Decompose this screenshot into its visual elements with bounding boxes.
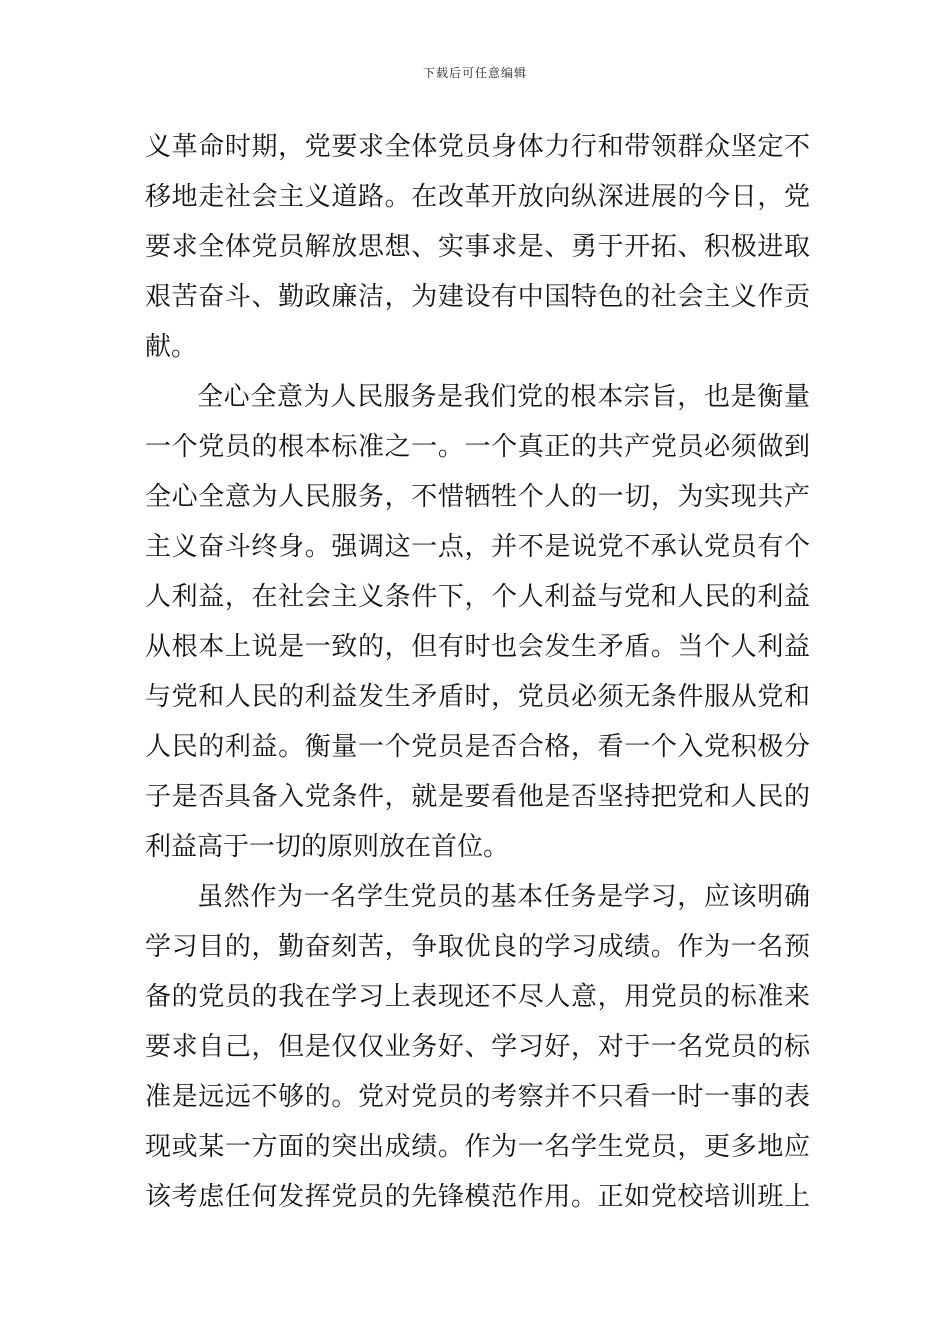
text-line: 虽然作为一名学生党员的基本任务是学习，应该明确 [197, 882, 810, 912]
paragraph-3 [145, 872, 810, 1222]
text-line: 现或某一方面的突出成绩。作为一名学生党员，更多地应 [145, 1132, 810, 1162]
text-line: 学习目的，勤奋刻苦，争取优良的学习成绩。作为一名预 [145, 932, 810, 962]
text-line: 从根本上说是一致的，但有时也会发生矛盾。当个人利益 [145, 632, 810, 662]
document-body [145, 122, 810, 1222]
text-line: 义革命时期，党要求全体党员身体力行和带领群众坚定不 [145, 132, 810, 162]
text-line: 一个党员的根本标准之一。一个真正的共产党员必须做到 [145, 432, 810, 462]
text-line: 子是否具备入党条件，就是要看他是否坚持把党和人民的 [145, 782, 810, 812]
text-line: 主义奋斗终身。强调这一点，并不是说党不承认党员有个 [145, 532, 810, 562]
page-header: 下载后可任意编辑 [422, 66, 527, 80]
text-line: 要求全体党员解放思想、实事求是、勇于开拓、积极进取 [145, 232, 810, 262]
text-line: 利益高于一切的原则放在首位。 [145, 832, 510, 862]
text-line: 要求自己，但是仅仅业务好、学习好，对于一名党员的标 [145, 1032, 810, 1062]
text-line: 准是远远不够的。党对党员的考察并不只看一时一事的表 [145, 1082, 810, 1112]
text-line: 全心全意为人民服务，不惜牺牲个人的一切，为实现共产 [145, 482, 810, 512]
text-line: 献。 [145, 332, 198, 362]
text-line: 人利益，在社会主义条件下，个人利益与党和人民的利益 [145, 582, 810, 612]
text-line: 全心全意为人民服务是我们党的根本宗旨，也是衡量 [197, 382, 810, 412]
paragraph-1 [145, 122, 810, 372]
text-line: 与党和人民的利益发生矛盾时，党员必须无条件服从党和 [145, 682, 810, 712]
text-line: 该考虑任何发挥党员的先锋模范作用。正如党校培训班上 [145, 1182, 810, 1212]
text-line: 移地走社会主义道路。在改革开放向纵深进展的今日，党 [145, 182, 810, 212]
text-line: 艰苦奋斗、勤政廉洁，为建设有中国特色的社会主义作贡 [145, 282, 810, 312]
text-line: 人民的利益。衡量一个党员是否合格，看一个入党积极分 [145, 732, 810, 762]
paragraph-2 [145, 372, 810, 872]
text-line: 备的党员的我在学习上表现还不尽人意，用党员的标准来 [145, 982, 810, 1012]
